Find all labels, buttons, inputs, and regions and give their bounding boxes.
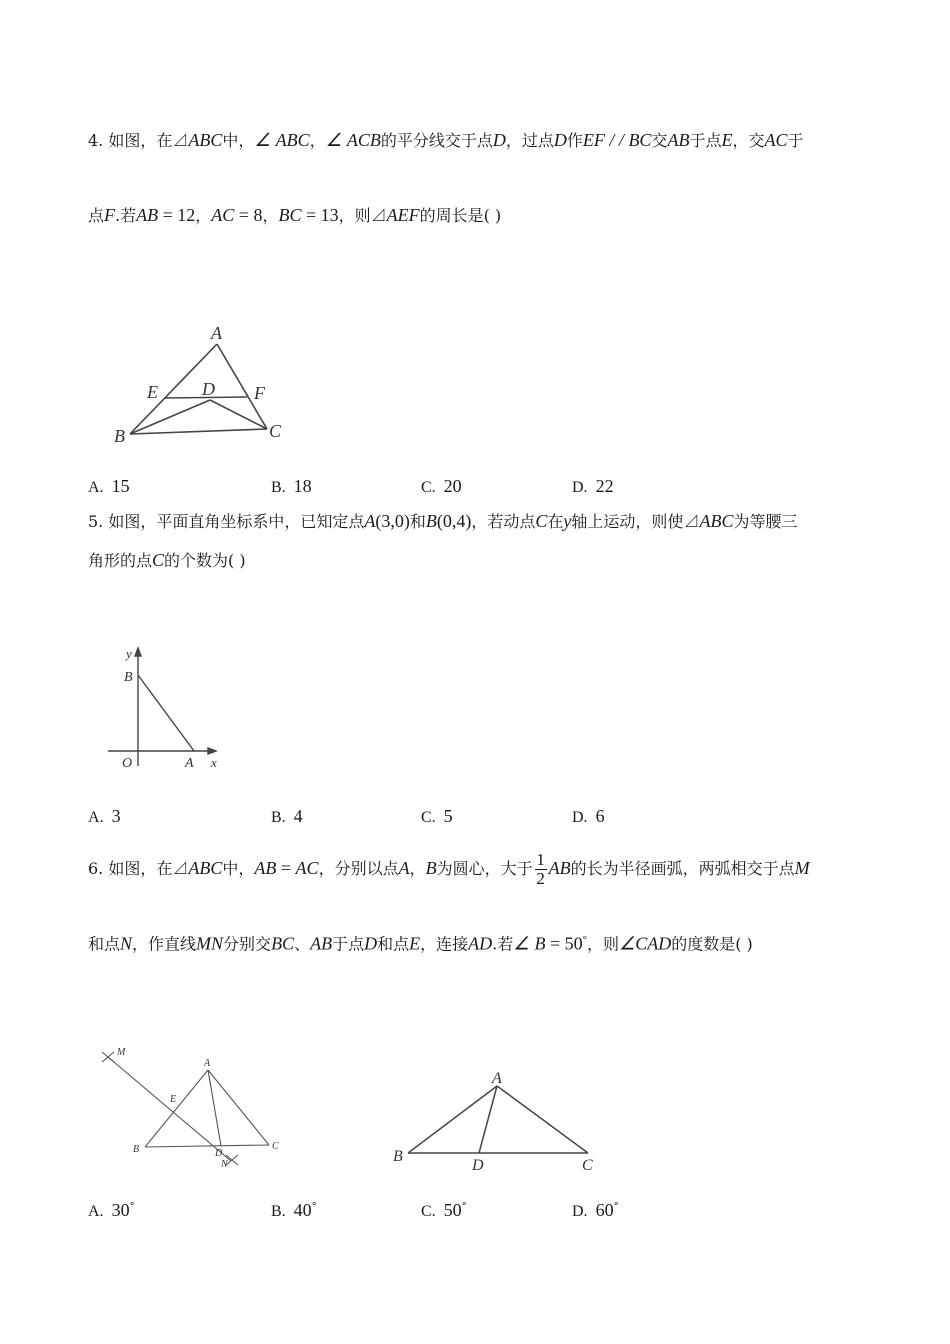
label-d: D [472, 1157, 484, 1174]
segment-ad [208, 1070, 221, 1146]
q6-figure-construction [98, 1040, 298, 1175]
segment-ab [408, 1086, 497, 1153]
q5-option-c[interactable]: C. 5 [421, 806, 453, 826]
q6-option-c[interactable]: C. 50° [421, 1200, 467, 1220]
q4-option-d[interactable]: D. 22 [572, 476, 614, 496]
label-y: y [126, 646, 132, 661]
label-b: B [114, 426, 125, 446]
q4-option-b[interactable]: B. 18 [271, 476, 312, 496]
triangle-symbol: ⊿ [683, 512, 700, 531]
q6-option-a[interactable]: A. 30° [88, 1200, 135, 1220]
label-a: A [211, 323, 222, 343]
q4-stem-line1: 4. 如图，在⊿ABC中，∠ ABC，∠ ACB的平分线交于点D，过点D作EF / / BC交AB于点E，交AC于 [88, 130, 804, 150]
label-o: O [122, 756, 133, 771]
q4-number: 4. [88, 131, 104, 150]
angle-symbol: ∠ [619, 933, 636, 954]
label-c: C [582, 1157, 593, 1174]
label-b: B [393, 1148, 403, 1165]
q6-stem-line1: 6. 如图，在⊿ABC中，AB = AC，分别以点A，B为圆心，大于 $\frac{1}{2}$ AB的长为半径画弧，两弧相交于点M [88, 850, 810, 888]
q4-stem-line2: 点F.若AB = 12，AC = 8，BC = 13，则⊿AEF的周长是( ) [88, 205, 502, 225]
segment-ab [138, 675, 194, 751]
arc-cross-m-icon [102, 1052, 114, 1062]
segment-bc [145, 1145, 269, 1147]
triangle-symbol: ⊿ [370, 206, 387, 225]
q5-figure [100, 644, 230, 774]
q5-number: 5. [88, 512, 104, 531]
label-n: N [221, 1159, 228, 1170]
label-x: x [211, 755, 217, 770]
triangle-symbol: ⊿ [172, 859, 189, 878]
label-b: B [124, 670, 133, 685]
segment-ac [208, 1070, 269, 1145]
label-f: F [254, 383, 265, 403]
segment-ac [497, 1086, 588, 1153]
segment-ad [479, 1086, 497, 1153]
segment-bc [130, 429, 267, 434]
label-c: C [272, 1141, 279, 1152]
q6-option-b[interactable]: B. 40° [271, 1200, 317, 1220]
q5-option-b[interactable]: B. 4 [271, 806, 303, 826]
q6-number: 6. [88, 859, 104, 878]
q5-option-a[interactable]: A. 3 [88, 806, 121, 826]
angle-symbol: ∠ [513, 933, 530, 954]
segment-ab [145, 1070, 208, 1147]
triangle-symbol: ⊿ [172, 131, 189, 150]
q5-stem-line2: 角形的点C的个数为( ) [88, 550, 246, 570]
label-e: E [147, 382, 158, 402]
label-d: D [202, 379, 215, 399]
q4-option-a[interactable]: A. 15 [88, 476, 130, 496]
x-axis-arrow-icon [208, 748, 216, 754]
label-b: B [133, 1144, 140, 1155]
q4-figure [110, 318, 300, 448]
label-a: A [185, 756, 194, 771]
label-m: M [117, 1047, 126, 1058]
label-a: A [492, 1070, 502, 1087]
label-d: D [215, 1148, 223, 1159]
label-a: A [204, 1058, 211, 1069]
arc-cross-n-icon [226, 1155, 238, 1165]
y-axis-arrow-icon [135, 648, 141, 656]
segment-bd [130, 400, 210, 434]
label-e: E [170, 1094, 177, 1105]
q6-figure-triangle [390, 1065, 605, 1175]
angle-symbol: ∠ [254, 130, 271, 150]
fraction-one-half: $\frac{1}{2}$ [536, 850, 545, 888]
q5-stem-line1: 5. 如图，平面直角坐标系中，已知定点A(3,0)和B(0,4)，若动点C在y轴上运动，则使⊿ABC为等腰三 [88, 511, 798, 531]
label-c: C [269, 421, 282, 441]
q6-stem-line2: 和点N，作直线MN分别交BC、AB于点D和点E，连接AD.若∠ B = 50°，则∠CAD的度数是( ) [88, 933, 753, 954]
q5-option-d[interactable]: D. 6 [572, 806, 605, 826]
angle-symbol: ∠ [325, 130, 342, 150]
q6-option-d[interactable]: D. 60° [572, 1200, 619, 1220]
q4-option-c[interactable]: C. 20 [421, 476, 462, 496]
